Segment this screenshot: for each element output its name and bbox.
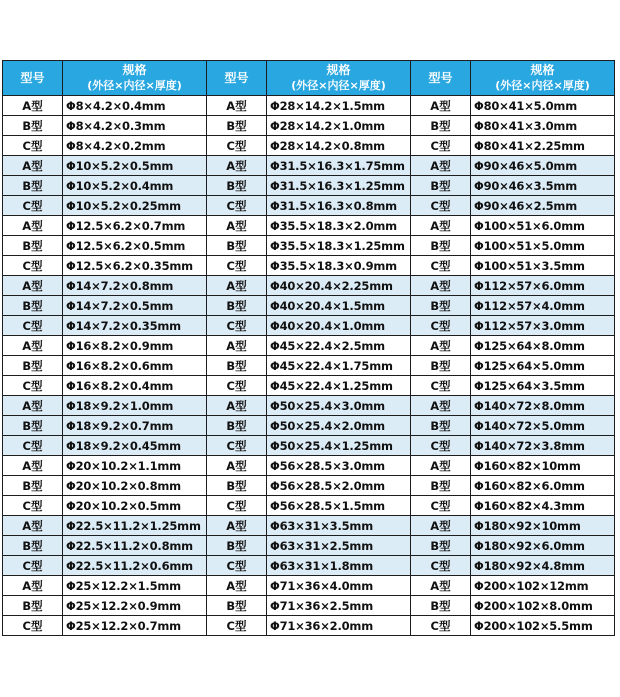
type-cell: B型: [3, 236, 63, 256]
table-row: [3, 336, 615, 356]
spec-cell: Φ14×7.2×0.8mm: [63, 276, 207, 296]
spec-cell: Φ125×64×5.0mm: [471, 356, 615, 376]
type-cell: A型: [207, 576, 267, 596]
type-cell: B型: [411, 356, 471, 376]
type-cell: A型: [3, 96, 63, 116]
type-cell: C型: [207, 616, 267, 636]
type-cell: B型: [3, 176, 63, 196]
type-cell: C型: [411, 256, 471, 276]
spec-cell: Φ25×12.2×0.7mm: [63, 616, 207, 636]
table-header: [3, 61, 615, 96]
type-cell: C型: [411, 376, 471, 396]
spec-cell: Φ35.5×18.3×1.25mm: [267, 236, 411, 256]
type-cell: A型: [411, 576, 471, 596]
spec-cell: Φ100×51×6.0mm: [471, 216, 615, 236]
spec-cell: Φ18×9.2×0.7mm: [63, 416, 207, 436]
spec-cell: Φ12.5×6.2×0.5mm: [63, 236, 207, 256]
table-row: [3, 536, 615, 556]
spec-cell: Φ56×28.5×3.0mm: [267, 456, 411, 476]
header-type-2: 型号: [207, 61, 267, 96]
header-spec-2: 规格 (外径×内径×厚度): [267, 61, 411, 96]
spec-cell: Φ20×10.2×0.8mm: [63, 476, 207, 496]
table-row: [3, 316, 615, 336]
spec-cell: Φ40×20.4×1.5mm: [267, 296, 411, 316]
spec-cell: Φ45×22.4×1.25mm: [267, 376, 411, 396]
spec-cell: Φ180×92×6.0mm: [471, 536, 615, 556]
spec-cell: Φ90×46×5.0mm: [471, 156, 615, 176]
spec-cell: Φ10×5.2×0.4mm: [63, 176, 207, 196]
spec-cell: Φ35.5×18.3×2.0mm: [267, 216, 411, 236]
type-cell: B型: [207, 476, 267, 496]
table-row: [3, 496, 615, 516]
type-cell: A型: [3, 396, 63, 416]
spec-cell: Φ50×25.4×3.0mm: [267, 396, 411, 416]
table-row: [3, 216, 615, 236]
table-row: [3, 136, 615, 156]
type-cell: B型: [411, 116, 471, 136]
table-row: [3, 296, 615, 316]
type-cell: B型: [207, 236, 267, 256]
spec-cell: Φ40×20.4×1.0mm: [267, 316, 411, 336]
spec-cell: Φ45×22.4×2.5mm: [267, 336, 411, 356]
table-row: [3, 256, 615, 276]
spec-cell: Φ35.5×18.3×0.9mm: [267, 256, 411, 276]
type-cell: C型: [207, 556, 267, 576]
table-row: [3, 436, 615, 456]
spec-cell: Φ180×92×4.8mm: [471, 556, 615, 576]
spec-cell: Φ16×8.2×0.4mm: [63, 376, 207, 396]
type-cell: A型: [207, 396, 267, 416]
table-row: [3, 356, 615, 376]
table-row: [3, 116, 615, 136]
type-cell: C型: [411, 196, 471, 216]
type-cell: B型: [411, 536, 471, 556]
type-cell: C型: [411, 316, 471, 336]
table-row: [3, 396, 615, 416]
spec-cell: Φ125×64×3.5mm: [471, 376, 615, 396]
table-row: [3, 376, 615, 396]
spec-cell: Φ12.5×6.2×0.35mm: [63, 256, 207, 276]
type-cell: A型: [3, 456, 63, 476]
type-cell: B型: [3, 596, 63, 616]
type-cell: A型: [3, 156, 63, 176]
type-cell: B型: [3, 296, 63, 316]
spec-cell: Φ100×51×3.5mm: [471, 256, 615, 276]
spec-cell: Φ71×36×2.5mm: [267, 596, 411, 616]
spec-cell: Φ140×72×5.0mm: [471, 416, 615, 436]
spec-cell: Φ31.5×16.3×0.8mm: [267, 196, 411, 216]
table-row: [3, 276, 615, 296]
table-row: [3, 156, 615, 176]
type-cell: A型: [411, 456, 471, 476]
type-cell: B型: [207, 176, 267, 196]
spec-cell: Φ80×41×3.0mm: [471, 116, 615, 136]
spec-cell: Φ63×31×1.8mm: [267, 556, 411, 576]
type-cell: B型: [411, 296, 471, 316]
type-cell: C型: [3, 316, 63, 336]
table-body: [3, 96, 615, 636]
spec-cell: Φ28×14.2×1.0mm: [267, 116, 411, 136]
spec-cell: Φ160×82×6.0mm: [471, 476, 615, 496]
type-cell: A型: [3, 336, 63, 356]
type-cell: B型: [207, 596, 267, 616]
spec-cell: Φ28×14.2×0.8mm: [267, 136, 411, 156]
type-cell: A型: [411, 96, 471, 116]
spec-cell: Φ56×28.5×2.0mm: [267, 476, 411, 496]
type-cell: C型: [411, 136, 471, 156]
type-cell: C型: [207, 436, 267, 456]
type-cell: B型: [3, 416, 63, 436]
type-cell: A型: [207, 96, 267, 116]
type-cell: A型: [411, 156, 471, 176]
type-cell: A型: [411, 336, 471, 356]
table-row: [3, 236, 615, 256]
type-cell: B型: [411, 236, 471, 256]
type-cell: A型: [411, 396, 471, 416]
type-cell: C型: [3, 616, 63, 636]
spec-cell: Φ140×72×8.0mm: [471, 396, 615, 416]
type-cell: A型: [207, 276, 267, 296]
type-cell: C型: [207, 136, 267, 156]
spec-cell: Φ160×82×10mm: [471, 456, 615, 476]
type-cell: C型: [411, 556, 471, 576]
spec-cell: Φ12.5×6.2×0.7mm: [63, 216, 207, 236]
spec-cell: Φ63×31×2.5mm: [267, 536, 411, 556]
type-cell: B型: [3, 116, 63, 136]
type-cell: C型: [3, 376, 63, 396]
table-row: [3, 176, 615, 196]
table-row: [3, 476, 615, 496]
spec-cell: Φ112×57×4.0mm: [471, 296, 615, 316]
spec-cell: Φ160×82×4.3mm: [471, 496, 615, 516]
spec-cell: Φ8×4.2×0.3mm: [63, 116, 207, 136]
spec-cell: Φ63×31×3.5mm: [267, 516, 411, 536]
spec-cell: Φ140×72×3.8mm: [471, 436, 615, 456]
spec-cell: Φ50×25.4×2.0mm: [267, 416, 411, 436]
spec-cell: Φ22.5×11.2×0.8mm: [63, 536, 207, 556]
type-cell: A型: [411, 516, 471, 536]
type-cell: A型: [3, 576, 63, 596]
type-cell: A型: [411, 276, 471, 296]
spec-cell: Φ10×5.2×0.25mm: [63, 196, 207, 216]
spec-cell: Φ22.5×11.2×1.25mm: [63, 516, 207, 536]
spec-cell: Φ31.5×16.3×1.25mm: [267, 176, 411, 196]
type-cell: A型: [207, 336, 267, 356]
type-cell: C型: [3, 496, 63, 516]
spec-cell: Φ40×20.4×2.25mm: [267, 276, 411, 296]
spec-cell: Φ200×102×5.5mm: [471, 616, 615, 636]
spec-table: [2, 60, 615, 636]
type-cell: C型: [207, 196, 267, 216]
spec-cell: Φ10×5.2×0.5mm: [63, 156, 207, 176]
table-row: [3, 416, 615, 436]
spec-cell: Φ25×12.2×0.9mm: [63, 596, 207, 616]
type-cell: A型: [411, 216, 471, 236]
type-cell: B型: [411, 416, 471, 436]
type-cell: C型: [3, 196, 63, 216]
spec-cell: Φ18×9.2×0.45mm: [63, 436, 207, 456]
spec-cell: Φ18×9.2×1.0mm: [63, 396, 207, 416]
type-cell: C型: [3, 556, 63, 576]
header-row: [3, 61, 615, 96]
type-cell: B型: [3, 476, 63, 496]
type-cell: C型: [3, 256, 63, 276]
table-row: [3, 516, 615, 536]
type-cell: C型: [3, 436, 63, 456]
spec-cell: Φ20×10.2×0.5mm: [63, 496, 207, 516]
type-cell: C型: [207, 376, 267, 396]
spec-cell: Φ31.5×16.3×1.75mm: [267, 156, 411, 176]
table-row: [3, 196, 615, 216]
spec-cell: Φ180×92×10mm: [471, 516, 615, 536]
type-cell: C型: [207, 316, 267, 336]
spec-cell: Φ45×22.4×1.75mm: [267, 356, 411, 376]
type-cell: B型: [411, 596, 471, 616]
type-cell: B型: [207, 536, 267, 556]
header-spec-1: 规格 (外径×内径×厚度): [63, 61, 207, 96]
spec-cell: Φ90×46×2.5mm: [471, 196, 615, 216]
table-row: [3, 576, 615, 596]
table-row: [3, 96, 615, 116]
spec-cell: Φ28×14.2×1.5mm: [267, 96, 411, 116]
spec-cell: Φ80×41×2.25mm: [471, 136, 615, 156]
type-cell: C型: [411, 496, 471, 516]
type-cell: C型: [3, 136, 63, 156]
spec-cell: Φ200×102×8.0mm: [471, 596, 615, 616]
type-cell: A型: [207, 456, 267, 476]
type-cell: C型: [207, 496, 267, 516]
type-cell: B型: [207, 356, 267, 376]
spec-cell: Φ71×36×4.0mm: [267, 576, 411, 596]
header-spec-3: 规格 (外径×内径×厚度): [471, 61, 615, 96]
spec-cell: Φ100×51×5.0mm: [471, 236, 615, 256]
spec-cell: Φ112×57×6.0mm: [471, 276, 615, 296]
type-cell: B型: [411, 476, 471, 496]
type-cell: A型: [207, 156, 267, 176]
type-cell: B型: [207, 296, 267, 316]
header-type-3: 型号: [411, 61, 471, 96]
table-row: [3, 616, 615, 636]
spec-cell: Φ8×4.2×0.4mm: [63, 96, 207, 116]
type-cell: A型: [3, 516, 63, 536]
type-cell: A型: [3, 216, 63, 236]
type-cell: C型: [411, 436, 471, 456]
table-row: [3, 456, 615, 476]
type-cell: B型: [207, 416, 267, 436]
spec-cell: Φ14×7.2×0.5mm: [63, 296, 207, 316]
table-row: [3, 596, 615, 616]
spec-cell: Φ22.5×11.2×0.6mm: [63, 556, 207, 576]
spec-cell: Φ200×102×12mm: [471, 576, 615, 596]
spec-cell: Φ50×25.4×1.25mm: [267, 436, 411, 456]
type-cell: A型: [207, 516, 267, 536]
spec-cell: Φ16×8.2×0.9mm: [63, 336, 207, 356]
spec-cell: Φ125×64×8.0mm: [471, 336, 615, 356]
spec-cell: Φ112×57×3.0mm: [471, 316, 615, 336]
table-row: [3, 556, 615, 576]
spec-cell: Φ80×41×5.0mm: [471, 96, 615, 116]
spec-cell: Φ16×8.2×0.6mm: [63, 356, 207, 376]
spec-cell: Φ25×12.2×1.5mm: [63, 576, 207, 596]
type-cell: B型: [207, 116, 267, 136]
spec-cell: Φ8×4.2×0.2mm: [63, 136, 207, 156]
spec-cell: Φ14×7.2×0.35mm: [63, 316, 207, 336]
type-cell: A型: [3, 276, 63, 296]
spec-cell: Φ20×10.2×1.1mm: [63, 456, 207, 476]
spec-cell: Φ71×36×2.0mm: [267, 616, 411, 636]
type-cell: C型: [411, 616, 471, 636]
spec-cell: Φ56×28.5×1.5mm: [267, 496, 411, 516]
type-cell: A型: [207, 216, 267, 236]
type-cell: B型: [411, 176, 471, 196]
type-cell: C型: [207, 256, 267, 276]
spec-cell: Φ90×46×3.5mm: [471, 176, 615, 196]
type-cell: B型: [3, 356, 63, 376]
type-cell: B型: [3, 536, 63, 556]
header-type-1: 型号: [3, 61, 63, 96]
